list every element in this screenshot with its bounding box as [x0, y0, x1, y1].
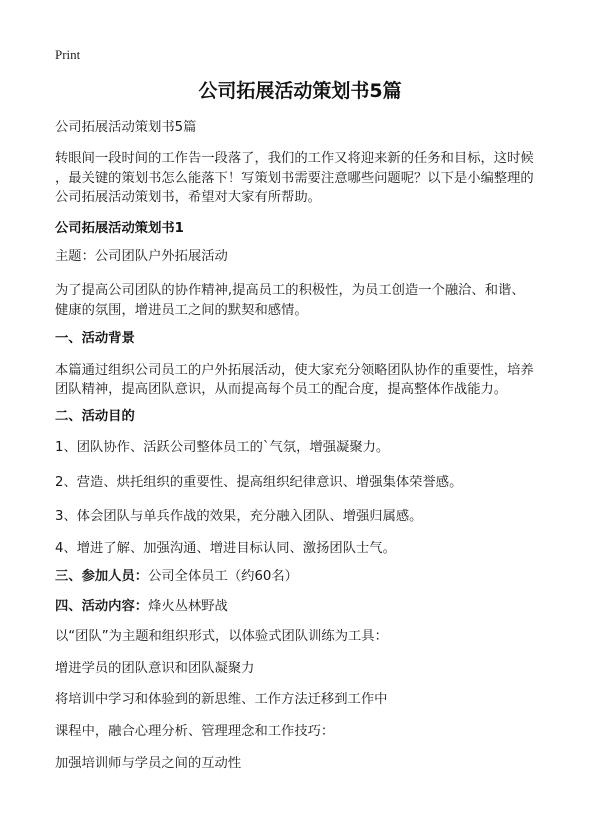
content-detail-2: 增进学员的团队意识和团队凝聚力	[55, 661, 255, 676]
content-line	[55, 597, 550, 616]
intro-line-1: 转眼间一段时间的工作告一段落了，我们的工作又将迎来新的任务和目标，这时候	[55, 151, 534, 166]
goal-item-3: 3、体会团队与单兵作战的效果，充分融入团队、增强归属感。	[55, 509, 423, 524]
goal-item-1: 1、团队协作、活跃公司整体员工的`气氛，增强凝聚力。	[55, 440, 390, 455]
goals-heading: 二、活动目的	[55, 409, 135, 424]
content-detail-3: 将培训中学习和体验到的新思维、工作方法迁移到工作中	[55, 692, 388, 707]
content-detail-5: 加强培训师与学员之间的互动性	[55, 756, 242, 771]
content-detail-1: 以“团队”为主题和组织形式，以体验式团队训练为工具：	[55, 629, 388, 644]
participants-value: 公司全体员工（约60名）	[148, 569, 298, 584]
theme-line: 主题：公司团队户外拓展活动	[55, 249, 228, 264]
intro-line-3: 公司拓展活动策划书，希望对大家有所帮助。	[55, 190, 321, 205]
purpose-line-1: 为了提高公司团队的协作精神,提高员工的积极性，为员工创造一个融洽、和谐、	[55, 283, 525, 298]
content-value: 烽火丛林野战	[148, 599, 228, 614]
background-line-2: 团队精神，提高团队意识，从而提高每个员工的配合度，提高整体作战能力。	[55, 382, 508, 397]
participants-label: 三、参加人员：	[55, 569, 149, 584]
document-subtitle: 公司拓展活动策划书5篇	[55, 120, 197, 135]
goal-item-4: 4、增进了解、加强沟通、增进目标认同、激扬团队士气。	[55, 541, 396, 556]
content-detail-4: 课程中，融合心理分析、管理理念和工作技巧：	[55, 724, 335, 739]
intro-line-2: ，最关键的策划书怎么能落下！写策划书需要注意哪些问题呢？以下是小编整理的	[55, 171, 534, 186]
purpose-line-2: 健康的氛围，增进员工之间的默契和感情。	[55, 303, 308, 318]
content-label: 四、活动内容：	[55, 599, 149, 614]
background-heading: 一、活动背景	[55, 331, 135, 346]
document-title: 公司拓展活动策划书5篇	[198, 80, 402, 102]
print-label: Print	[55, 47, 81, 62]
background-line-1: 本篇通过组织公司员工的户外拓展活动，使大家充分领略团队协作的重要性，培养	[55, 363, 534, 378]
participants-line	[55, 567, 550, 586]
section-title: 公司拓展活动策划书1	[55, 221, 184, 236]
goal-item-2: 2、营造、烘托组织的重要性、提高组织纪律意识、增强集体荣誉感。	[55, 475, 463, 490]
